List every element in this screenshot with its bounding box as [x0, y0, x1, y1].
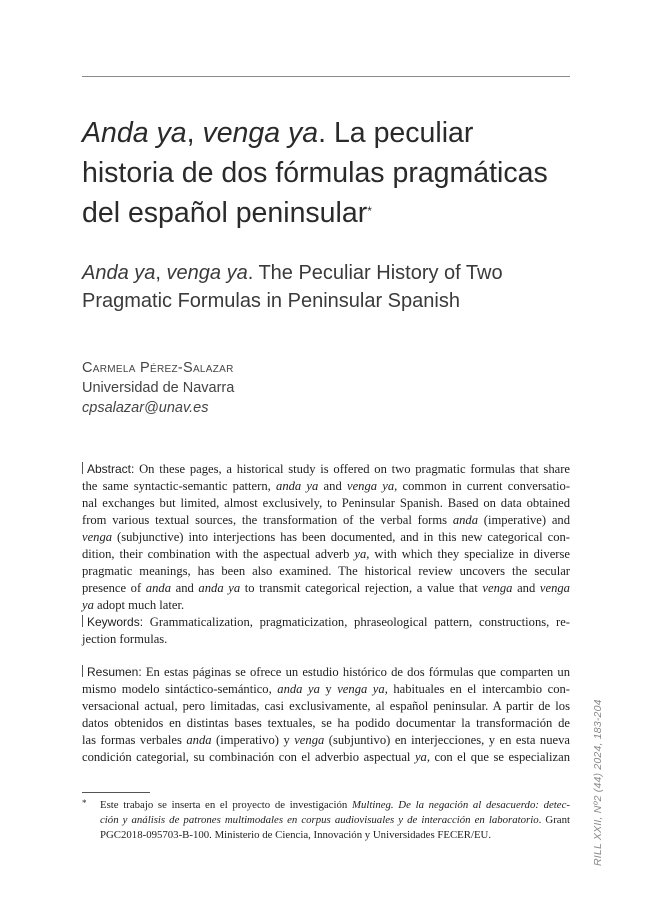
abstract-line: venga (subjunctive) into interjections has been documented, and in this new categorical con-	[82, 530, 570, 544]
resumen-section	[82, 664, 570, 766]
italic-term: venga	[539, 581, 570, 595]
title-line-3-text: del español peninsular	[82, 197, 368, 229]
italic-term: anda	[452, 513, 479, 527]
abstract-line: from various textual sources, the transformation of the verbal forms anda (imperative) and	[82, 513, 571, 527]
header-rule	[82, 76, 570, 77]
keywords-label: Keywords:	[87, 615, 144, 629]
italic-term: anda ya	[276, 479, 319, 493]
footnote-line: ción y análisis de patrones multimodales en corpus audiovisuales y de interacción en laboratorio. Grant	[100, 814, 571, 826]
author-block	[82, 358, 234, 418]
italic-term: venga	[82, 530, 113, 544]
italic-term: venga ya	[346, 479, 395, 493]
title-line-3	[82, 193, 582, 233]
keywords-line: Keywords: Grammaticalization, pragmaticization, phraseological pattern, constructions, re-	[82, 614, 570, 631]
resumen-line: las formas verbales anda (imperativo) y venga (subjuntivo) en interjecciones, y en esta nueva	[82, 733, 570, 747]
resumen-line: condición categorial, su combinación con el adverbio aspectual ya, con el que se especializan	[82, 750, 570, 764]
section-marker-bar	[82, 462, 83, 474]
section-marker-bar	[82, 615, 83, 627]
footnote	[82, 798, 570, 843]
keywords-section	[82, 614, 570, 648]
title-italic-venga-ya: venga ya	[202, 117, 319, 149]
italic-term: venga	[294, 733, 325, 747]
abstract-line: presence of anda and anda ya to transmit categorical rejection, a value that venga and venga	[82, 581, 570, 595]
italic-term: anda ya	[277, 682, 320, 696]
subtitle-separator: ,	[155, 262, 167, 284]
title-separator: ,	[186, 117, 203, 149]
subtitle-line-1-rest: . The Peculiar History of Two	[247, 262, 503, 284]
article-title	[82, 113, 582, 233]
italic-term: venga ya,	[337, 682, 388, 696]
abstract-line: the same syntactic-semantic pattern, anda ya and venga ya, common in current conversatio-	[82, 479, 571, 493]
subtitle-italic-anda-ya: Anda ya	[82, 262, 156, 284]
title-footnote-mark[interactable]: *	[367, 204, 372, 218]
abstract-line: ya adopt much later.	[82, 598, 185, 612]
italic-term: anda	[186, 733, 212, 747]
footnote-mark: *	[82, 798, 87, 808]
title-line-2: historia de dos fórmulas pragmáticas	[82, 157, 548, 189]
abstract-line: nal exchanges but limited, almost exclusively, to Peninsular Spanish. Based on data obtained	[82, 496, 570, 510]
footnote-rule	[82, 792, 150, 793]
resumen-line: datos obtenidos en distintas bases textuales, se ha podido documentar la transformación de	[82, 716, 570, 730]
author-email[interactable]: cpsalazar@unav.es	[82, 400, 209, 416]
italic-term: anda	[145, 581, 171, 595]
resumen-line: Resumen: En estas páginas se ofrece un estudio histórico de dos fórmulas que comparten un	[82, 664, 570, 681]
abstract-line: Abstract: On these pages, a historical study is offered on two pragmatic formulas that share	[82, 461, 570, 478]
abstract-section	[82, 461, 570, 614]
subtitle-line-1	[82, 259, 582, 287]
title-line-1-rest: . La peculiar	[318, 117, 474, 149]
keywords-line: jection formulas.	[82, 632, 168, 646]
title-line-1	[82, 113, 582, 153]
italic-term: ya	[354, 547, 367, 561]
italic-term: Multineg. De la negación al desacuerdo: detec-	[351, 799, 570, 811]
subtitle-line-2: Pragmatic Formulas in Peninsular Spanish	[82, 290, 460, 312]
abstract-label: Abstract:	[87, 462, 135, 476]
abstract-line: dition, their combination with the aspectual adverb ya, with which they specialize in diverse	[82, 547, 570, 561]
footnote-line: Este trabajo se inserta en el proyecto de investigación Multineg. De la negación al desacuerdo: detec-	[100, 799, 570, 811]
title-italic-anda-ya: Anda ya	[82, 117, 187, 149]
footnote-line: PGC2018-095703-B-100. Ministerio de Ciencia, Innovación y Universidades FECER/EU.	[100, 829, 492, 841]
author-name: Carmela Pérez-Salazar	[82, 360, 234, 376]
italic-term: ya	[82, 598, 94, 612]
italic-term: ya	[414, 750, 427, 764]
section-marker-bar	[82, 665, 83, 677]
italic-term: ción y análisis de patrones multimodales en corpus audiovisuales y de interacción en laboratorio	[100, 814, 539, 826]
article-subtitle	[82, 259, 582, 315]
resumen-label: Resumen:	[87, 665, 142, 679]
resumen-line: mismo modelo sintáctico-semántico, anda ya y venga ya, habituales en el intercambio con-	[82, 682, 570, 696]
italic-term: venga	[482, 581, 513, 595]
subtitle-italic-venga-ya: venga ya	[166, 262, 248, 284]
author-affiliation: Universidad de Navarra	[82, 380, 235, 396]
abstract-line: pragmatic meanings, has been also examined. The historical review uncovers the secular	[82, 564, 570, 578]
italic-term: anda ya	[198, 581, 241, 595]
resumen-line: versacional actual, pero limitadas, casi exclusivamente, al español peninsular. A partir de los	[82, 699, 570, 713]
journal-citation: RILL XXII, Nº2 (44) 2024, 183-204	[592, 699, 604, 866]
